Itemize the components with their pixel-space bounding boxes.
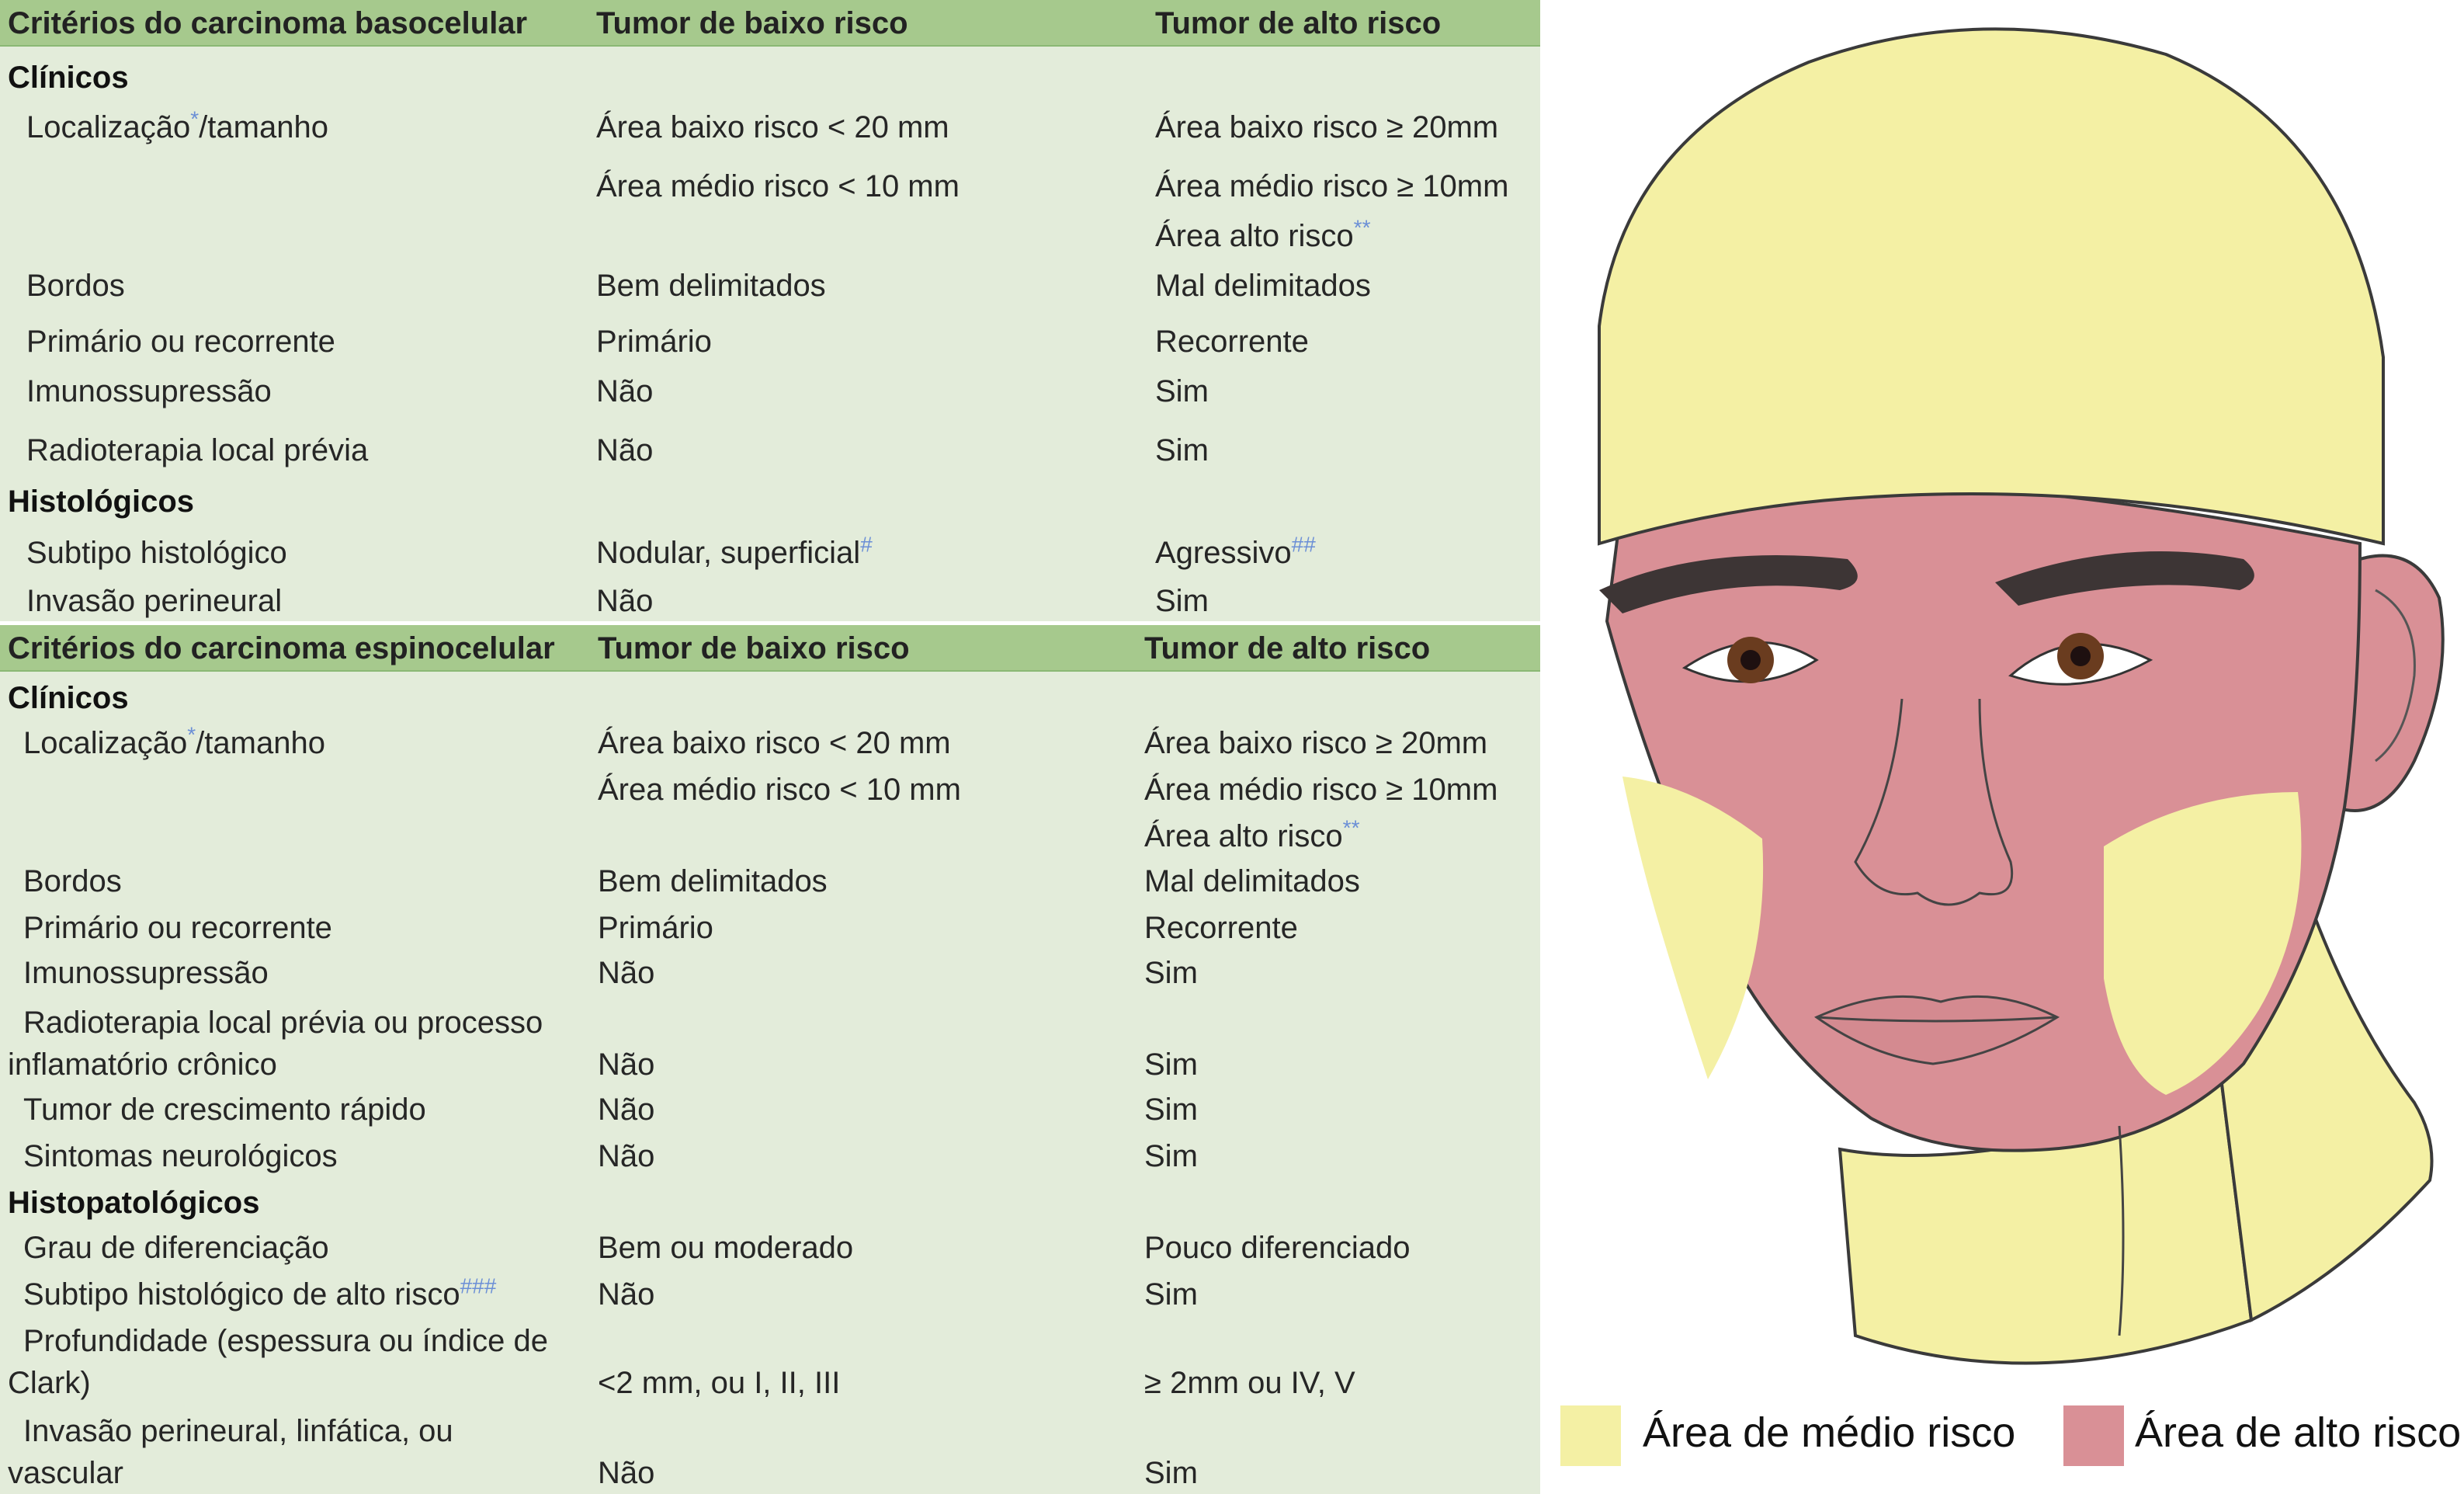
bcc-borders-label: Bordos [26, 269, 125, 303]
medium-risk-swatch [1560, 1405, 1621, 1466]
scc-radio-label-line2: inflamatório crônico [8, 1048, 277, 1082]
bcc-location-low-1: Área baixo risco < 20 mm [596, 110, 949, 144]
scc-location-high-1: Área baixo risco ≥ 20mm [1144, 726, 1488, 760]
bcc-location-low-2: Área médio risco < 10 mm [596, 169, 960, 203]
bcc-perineural-label: Invasão perineural [26, 584, 283, 618]
scc-location-high-2: Área médio risco ≥ 10mm [1144, 773, 1498, 807]
scc-table-header [0, 625, 1540, 672]
bcc-primary-label: Primário ou recorrente [26, 325, 335, 359]
bcc-clinical-section-title: Clínicos [8, 61, 129, 95]
high-risk-swatch [2063, 1405, 2124, 1466]
scc-depth-label-line1: Profundidade (espessura ou índice de [23, 1324, 549, 1358]
asterisk-note: * [187, 722, 196, 747]
scc-invasion-label-line1: Invasão perineural, linfática, ou [23, 1414, 453, 1448]
scc-grade-low: Bem ou moderado [598, 1231, 854, 1265]
scc-histo-section-title: Histopatológicos [8, 1186, 260, 1220]
scc-primary-low: Primário [598, 911, 713, 945]
hash-note: # [860, 532, 873, 557]
scc-grade-high: Pouco diferenciado [1144, 1231, 1411, 1265]
bcc-criteria-table [0, 0, 1540, 621]
bcc-radio-low: Não [596, 433, 654, 467]
face-illustration [1576, 0, 2464, 1398]
scc-location-low-2: Área médio risco < 10 mm [598, 773, 961, 807]
bcc-location-label: Localização*/tamanho [26, 106, 328, 144]
bcc-radio-high: Sim [1155, 433, 1209, 467]
bcc-subtype-high: Agressivo## [1155, 532, 1316, 570]
scc-radio-low: Não [598, 1048, 655, 1082]
bcc-immuno-label: Imunossupressão [26, 374, 272, 408]
double-asterisk-note: ** [1342, 815, 1360, 840]
scc-borders-low: Bem delimitados [598, 864, 828, 898]
scc-neuro-high: Sim [1144, 1139, 1198, 1173]
bcc-perineural-high: Sim [1155, 584, 1209, 618]
scc-clinical-section-title: Clínicos [8, 681, 129, 715]
scc-rapid-growth-high: Sim [1144, 1093, 1198, 1127]
bcc-header-low-risk: Tumor de baixo risco [596, 6, 908, 40]
risk-legend [1560, 1405, 2462, 1472]
bcc-borders-high: Mal delimitados [1155, 269, 1371, 303]
scc-invasion-label-line2: vascular [8, 1456, 123, 1490]
double-hash-note: ## [1291, 532, 1316, 557]
scc-rapid-growth-label: Tumor de crescimento rápido [23, 1093, 426, 1127]
medium-risk-label: Área de médio risco [1643, 1409, 2016, 1456]
scc-primary-label: Primário ou recorrente [23, 911, 332, 945]
face-risk-map [1576, 0, 2464, 1398]
scc-immuno-label: Imunossupressão [23, 956, 269, 990]
scc-borders-label: Bordos [23, 864, 122, 898]
scc-header-low-risk: Tumor de baixo risco [598, 631, 910, 665]
asterisk-note: * [190, 106, 200, 131]
scc-depth-high: ≥ 2mm ou IV, V [1144, 1366, 1355, 1400]
bcc-primary-low: Primário [596, 325, 712, 359]
scc-location-label: Localização*/tamanho [23, 722, 325, 760]
scc-header-criteria: Critérios do carcinoma espinocelular [8, 631, 555, 665]
scc-primary-high: Recorrente [1144, 911, 1298, 945]
bcc-immuno-low: Não [596, 374, 654, 408]
bcc-radio-label: Radioterapia local prévia [26, 433, 369, 467]
bcc-location-high-3: Área alto risco** [1155, 215, 1371, 253]
scc-immuno-high: Sim [1144, 956, 1198, 990]
scc-rapid-growth-low: Não [598, 1093, 655, 1127]
bcc-borders-low: Bem delimitados [596, 269, 826, 303]
scc-borders-high: Mal delimitados [1144, 864, 1360, 898]
scc-header-high-risk: Tumor de alto risco [1144, 631, 1431, 665]
scc-neuro-label: Sintomas neurológicos [23, 1139, 338, 1173]
bcc-table-header [0, 0, 1540, 47]
scc-subtype-high: Sim [1144, 1277, 1198, 1312]
bcc-header-high-risk: Tumor de alto risco [1155, 6, 1442, 40]
bcc-histo-section-title: Histológicos [8, 485, 195, 519]
scc-immuno-low: Não [598, 956, 655, 990]
bcc-header-criteria: Critérios do carcinoma basocelular [8, 6, 528, 40]
scc-criteria-table [0, 625, 1540, 1494]
scc-location-low-1: Área baixo risco < 20 mm [598, 726, 951, 760]
scc-grade-label: Grau de diferenciação [23, 1231, 329, 1265]
bcc-location-high-2: Área médio risco ≥ 10mm [1155, 169, 1509, 203]
bcc-location-high-1: Área baixo risco ≥ 20mm [1155, 110, 1499, 144]
bcc-perineural-low: Não [596, 584, 654, 618]
scc-radio-label-line1: Radioterapia local prévia ou processo [23, 1006, 543, 1040]
scc-subtype-low: Não [598, 1277, 655, 1312]
scc-invasion-high: Sim [1144, 1456, 1198, 1490]
bcc-primary-high: Recorrente [1155, 325, 1309, 359]
scc-depth-label-line2: Clark) [8, 1366, 91, 1400]
scc-radio-high: Sim [1144, 1048, 1198, 1082]
scc-location-high-3: Área alto risco** [1144, 815, 1360, 853]
scc-invasion-low: Não [598, 1456, 655, 1490]
scc-neuro-low: Não [598, 1139, 655, 1173]
triple-hash-note: ### [460, 1273, 497, 1298]
scc-depth-low: <2 mm, ou I, II, III [598, 1366, 841, 1400]
double-asterisk-note: ** [1353, 215, 1371, 240]
scc-subtype-label: Subtipo histológico de alto risco### [23, 1273, 497, 1312]
bcc-subtype-low: Nodular, superficial# [596, 532, 873, 570]
high-risk-label: Área de alto risco [2135, 1409, 2462, 1456]
bcc-immuno-high: Sim [1155, 374, 1209, 408]
scalp-medium-risk-area [1599, 29, 2383, 544]
bcc-subtype-label: Subtipo histológico [26, 536, 287, 570]
